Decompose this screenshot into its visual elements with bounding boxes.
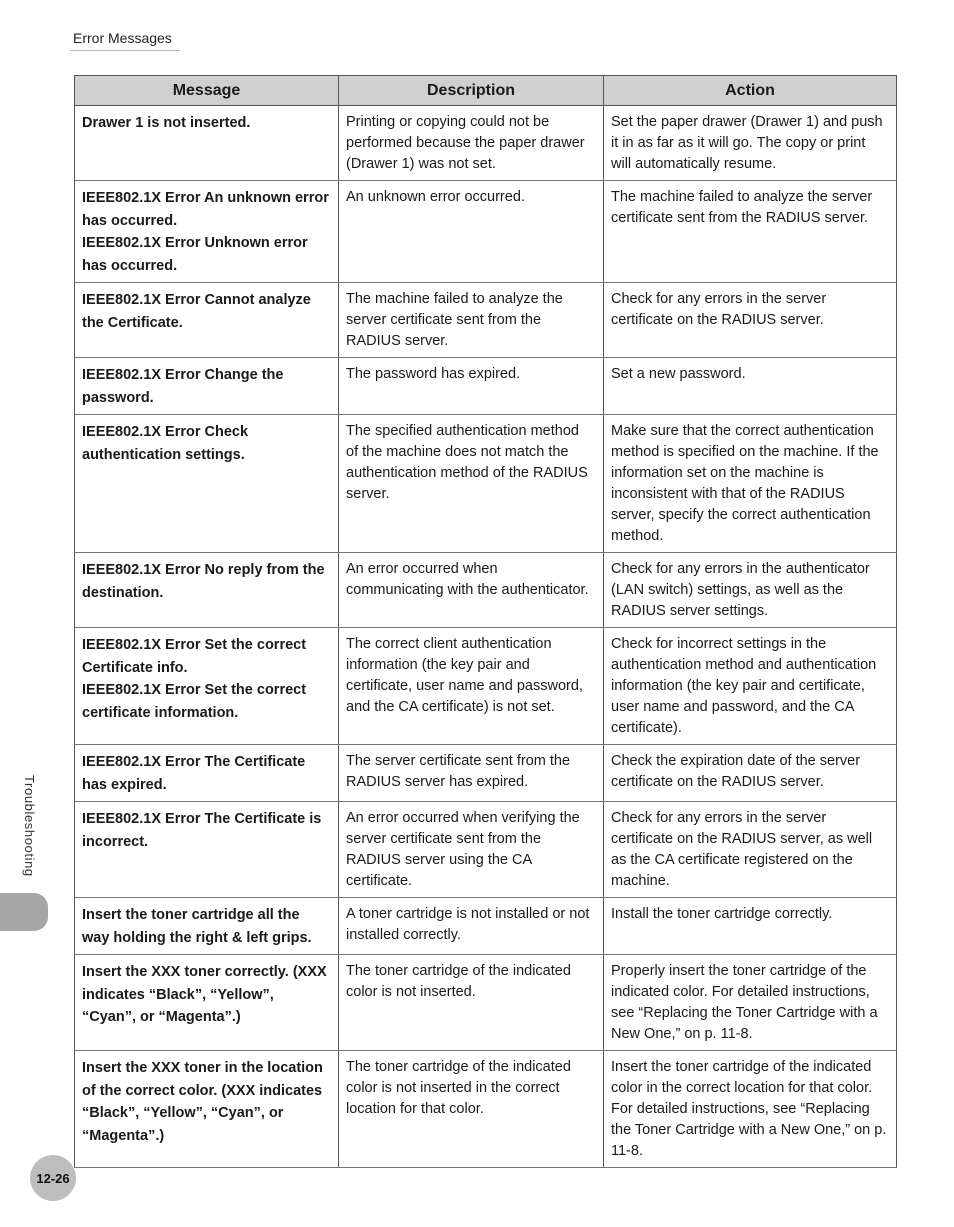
message-cell: Drawer 1 is not inserted.	[75, 106, 339, 181]
table-row	[75, 181, 897, 283]
action-cell: Check for any errors in the authenticator (LAN switch) settings, as well as the RADIUS server settings.	[604, 553, 897, 628]
description-cell: A toner cartridge is not installed or not installed correctly.	[339, 898, 604, 955]
column-header-description: Description	[339, 76, 604, 106]
action-cell: The machine failed to analyze the server certificate sent from the RADIUS server.	[604, 181, 897, 283]
chapter-tab-label: Troubleshooting	[22, 775, 37, 877]
action-cell: Make sure that the correct authentication method is specified on the machine. If the information set on the machine is inconsistent with that of the RADIUS server, specify the correct authentication method.	[604, 415, 897, 553]
description-cell: The password has expired.	[339, 358, 604, 415]
table-row	[75, 898, 897, 955]
description-cell: The toner cartridge of the indicated color is not inserted.	[339, 955, 604, 1051]
page-number: 12-26	[30, 1155, 76, 1201]
action-cell: Check for incorrect settings in the authentication method and authentication information (the key pair and certificate, user name and password, and the CA certificate).	[604, 628, 897, 745]
action-cell: Set the paper drawer (Drawer 1) and push it in as far as it will go. The copy or print will automatically resume.	[604, 106, 897, 181]
message-cell: Insert the XXX toner correctly. (XXX indicates “Black”, “Yellow”, “Cyan”, or “Magenta”.)	[75, 955, 339, 1051]
description-cell: Printing or copying could not be performed because the paper drawer (Drawer 1) was not set.	[339, 106, 604, 181]
table-row	[75, 802, 897, 898]
message-cell: Insert the toner cartridge all the way holding the right & left grips.	[75, 898, 339, 955]
message-cell: IEEE802.1X Error The Certificate has expired.	[75, 745, 339, 802]
table-row	[75, 955, 897, 1051]
table-row	[75, 283, 897, 358]
message-cell: IEEE802.1X Error Set the correct Certificate info. IEEE802.1X Error Set the correct certificate information.	[75, 628, 339, 745]
message-cell: IEEE802.1X Error Change the password.	[75, 358, 339, 415]
description-cell: An unknown error occurred.	[339, 181, 604, 283]
action-cell: Insert the toner cartridge of the indicated color in the correct location for that color. For detailed instructions, see “Replacing the Toner Cartridge with a New One,” on p. 11-8.	[604, 1051, 897, 1168]
action-cell: Check the expiration date of the server certificate on the RADIUS server.	[604, 745, 897, 802]
message-cell: Insert the XXX toner in the location of the correct color. (XXX indicates “Black”, “Yellow”, “Cyan”, or “Magenta”.)	[75, 1051, 339, 1168]
column-header-message: Message	[75, 76, 339, 106]
message-cell: IEEE802.1X Error The Certificate is incorrect.	[75, 802, 339, 898]
action-cell: Check for any errors in the server certificate on the RADIUS server, as well as the CA certificate registered on the machine.	[604, 802, 897, 898]
action-cell: Install the toner cartridge correctly.	[604, 898, 897, 955]
chapter-tab	[0, 893, 48, 931]
description-cell: An error occurred when verifying the server certificate sent from the RADIUS server using the CA certificate.	[339, 802, 604, 898]
table-row	[75, 745, 897, 802]
description-cell: An error occurred when communicating with the authenticator.	[339, 553, 604, 628]
message-cell: IEEE802.1X Error Cannot analyze the Certificate.	[75, 283, 339, 358]
table-row	[75, 358, 897, 415]
description-cell: The machine failed to analyze the server certificate sent from the RADIUS server.	[339, 283, 604, 358]
action-cell: Set a new password.	[604, 358, 897, 415]
message-cell: IEEE802.1X Error Check authentication settings.	[75, 415, 339, 553]
column-header-action: Action	[604, 76, 897, 106]
table-header-row	[75, 76, 897, 106]
description-cell: The server certificate sent from the RADIUS server has expired.	[339, 745, 604, 802]
table-row	[75, 628, 897, 745]
error-messages-table	[74, 75, 897, 1168]
header-divider	[70, 50, 180, 51]
action-cell: Check for any errors in the server certificate on the RADIUS server.	[604, 283, 897, 358]
table-row	[75, 1051, 897, 1168]
message-cell: IEEE802.1X Error An unknown error has occurred. IEEE802.1X Error Unknown error has occurred.	[75, 181, 339, 283]
description-cell: The correct client authentication information (the key pair and certificate, user name and password, and the CA certificate) is not set.	[339, 628, 604, 745]
table-row	[75, 415, 897, 553]
action-cell: Properly insert the toner cartridge of the indicated color. For detailed instructions, see “Replacing the Toner Cartridge with a New One,” on p. 11-8.	[604, 955, 897, 1051]
description-cell: The specified authentication method of the machine does not match the authentication method of the RADIUS server.	[339, 415, 604, 553]
message-cell: IEEE802.1X Error No reply from the destination.	[75, 553, 339, 628]
section-title: Error Messages	[73, 30, 172, 46]
table-row	[75, 106, 897, 181]
description-cell: The toner cartridge of the indicated color is not inserted in the correct location for that color.	[339, 1051, 604, 1168]
table-row	[75, 553, 897, 628]
